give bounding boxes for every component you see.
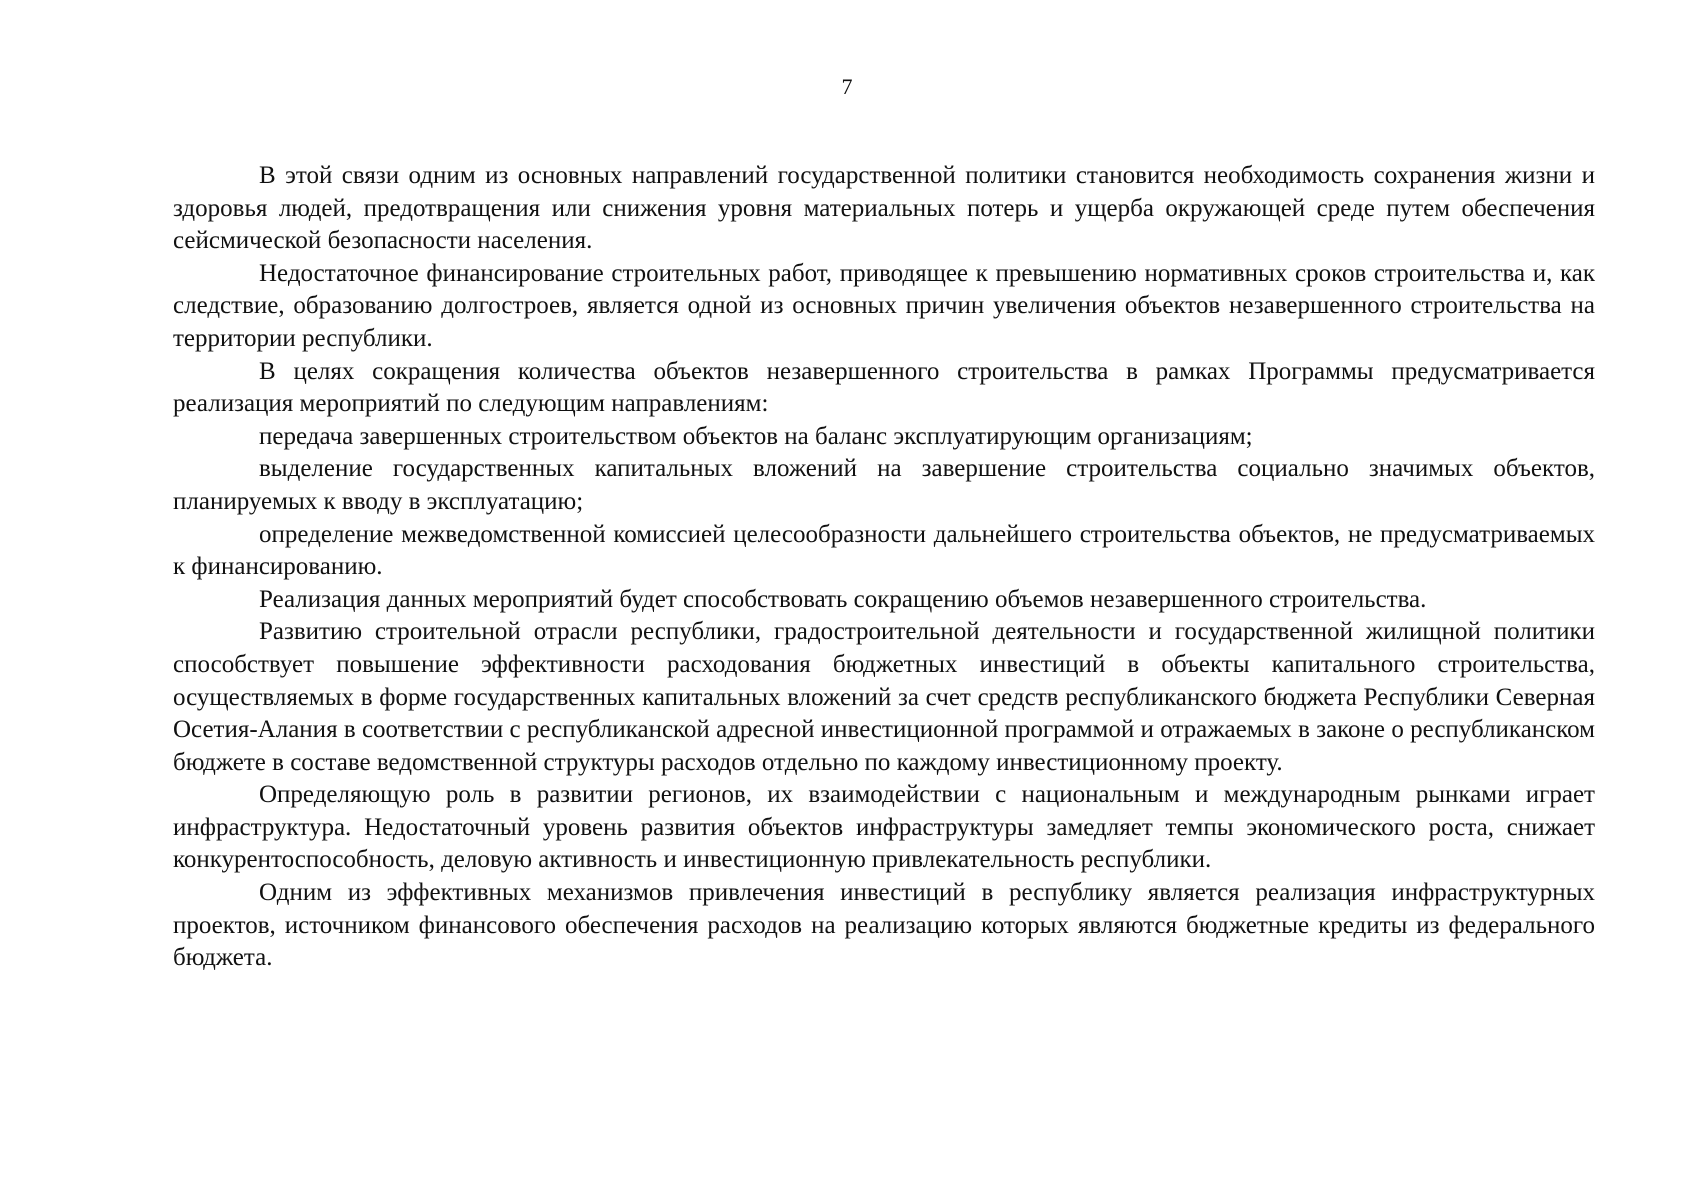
paragraph: В целях сокращения количества объектов незавершенного строительства в рамках Программы предусматривается реализация мероприятий по следующим направлениям: [173,357,1595,418]
paragraph: В этой связи одним из основных направлений государственной политики становится необходимость сохранения жизни и здоровья людей, предотвращения или снижения уровня материальных потерь и ущерба окружающей среде путем обеспечения сейсмической безопасности населения. [173,162,1595,255]
list-item: выделение государственных капитальных вложений на завершение строительства социально значимых объектов, планируемых к вводу в эксплуатацию; [173,455,1595,515]
list-item: определение межведомственной комиссией целесообразности дальнейшего строительства объектов, не предусматриваемых к финансированию. [173,520,1595,581]
paragraph: Одним из эффективных механизмов привлечения инвестиций в республику является реализация инфраструктурных проектов, источником финансового обеспечения расходов на реализацию которых являются бюджетные кредиты из федерального бюджета. [173,879,1595,972]
paragraph: Недостаточное финансирование строительных работ, приводящее к превышению нормативных сроков строительства и, как следствие, образованию долгостроев, является одной из основных причин увеличения объектов незавершенного строительства на территории республики. [173,259,1595,352]
paragraph: Развитию строительной отрасли республики, градостроительной деятельности и государственной жилищной политики способствует повышение эффективности расходования бюджетных инвестиций в объекты капитального строительства, осуществляемых в форме государственных капитальных вложений за счет средств республиканского бюджета Республики Северная Осетия-Алания в соответствии с республиканской адресной инвестиционной программой и отражаемых в законе о республиканском бюджете в составе ведомственной структуры расходов отдельно по каждому инвестиционному проекту. [173,618,1595,776]
page-number: 7 [841,74,853,99]
document-body [173,160,1595,975]
paragraph: Определяющую роль в развитии регионов, их взаимодействии с национальным и международным рынками играет инфраструктура. Недостаточный уровень развития объектов инфраструктуры замедляет темпы экономического роста, снижает конкурентоспособность, деловую активность и инвестиционную привлекательность республики. [173,781,1595,874]
paragraph: Реализация данных мероприятий будет способствовать сокращению объемов незавершенного строительства. [259,585,1427,613]
list-item: передача завершенных строительством объектов на баланс эксплуатирующим организациям; [259,422,1253,450]
